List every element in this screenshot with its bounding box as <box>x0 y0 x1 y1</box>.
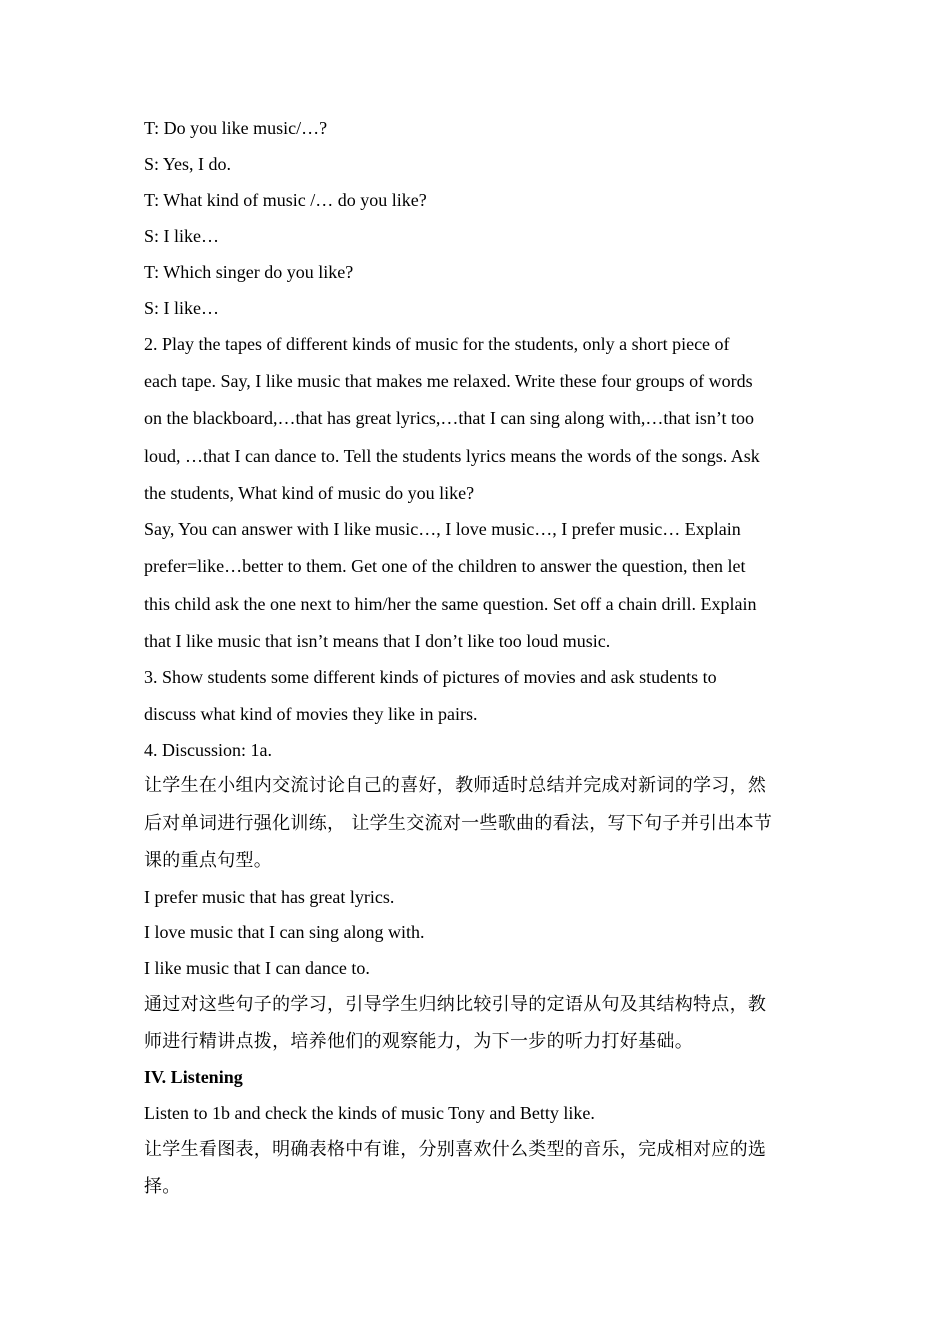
chinese-paragraph-line: 通过对这些句子的学习，引导学生归纳比较引导的定语从句及其结构特点，教 <box>144 994 767 1015</box>
step-2-text-line: prefer=like…better to them. Get one of the children to answer the question, then let <box>144 556 746 576</box>
chinese-paragraph-line: 课的重点句型。 <box>144 850 273 871</box>
dialogue-line-student: S: Yes, I do. <box>144 154 232 174</box>
step-2-text-line: 2. Play the tapes of different kinds of music for the students, only a short piece of <box>144 334 730 354</box>
example-sentence: I love music that I can sing along with. <box>144 922 425 942</box>
chinese-paragraph-line: 择。 <box>144 1176 181 1197</box>
step-2-text-line: this child ask the one next to him/her the same question. Set off a chain drill. Explain <box>144 594 757 614</box>
step-2-text-line: loud, …that I can dance to. Tell the students lyrics means the words of the songs. Ask <box>144 446 760 466</box>
step-4-heading: 4. Discussion: 1a. <box>144 740 272 760</box>
chinese-paragraph-line: 师进行精讲点拨，培养他们的观察能力，为下一步的听力打好基础。 <box>144 1031 693 1052</box>
example-sentence: I like music that I can dance to. <box>144 958 370 978</box>
step-2-text-line: the students, What kind of music do you like? <box>144 483 475 503</box>
step-2-text-line: that I like music that isn’t means that I don’t like too loud music. <box>144 631 611 651</box>
step-3-text-line: discuss what kind of movies they like in pairs. <box>144 704 478 724</box>
chinese-paragraph-line: 后对单词进行强化训练， 让学生交流对一些歌曲的看法，写下句子并引出本节 <box>144 813 773 834</box>
step-2-text-line: on the blackboard,…that has great lyrics,…that I can sing along with,…that isn’t too <box>144 408 755 428</box>
dialogue-line-teacher: T: What kind of music /… do you like? <box>144 190 427 210</box>
step-2-text-line: each tape. Say, I like music that makes me relaxed. Write these four groups of words <box>144 371 753 391</box>
dialogue-line-student: S: I like… <box>144 226 219 246</box>
step-2-text-line: Say, You can answer with I like music…, I love music…, I prefer music… Explain <box>144 519 741 539</box>
dialogue-line-teacher: T: Which singer do you like? <box>144 262 354 282</box>
example-sentence: I prefer music that has great lyrics. <box>144 887 395 907</box>
step-3-text-line: 3. Show students some different kinds of pictures of movies and ask students to <box>144 667 717 687</box>
chinese-paragraph-line: 让学生在小组内交流讨论自己的喜好，教师适时总结并完成对新词的学习，然 <box>144 775 767 796</box>
dialogue-line-teacher: T: Do you like music/…? <box>144 118 328 138</box>
chinese-paragraph-line: 让学生看图表，明确表格中有谁，分别喜欢什么类型的音乐，完成相对应的选 <box>144 1139 767 1160</box>
listening-instruction: Listen to 1b and check the kinds of music Tony and Betty like. <box>144 1103 595 1123</box>
section-heading-listening: IV. Listening <box>144 1067 243 1087</box>
dialogue-line-student: S: I like… <box>144 298 219 318</box>
